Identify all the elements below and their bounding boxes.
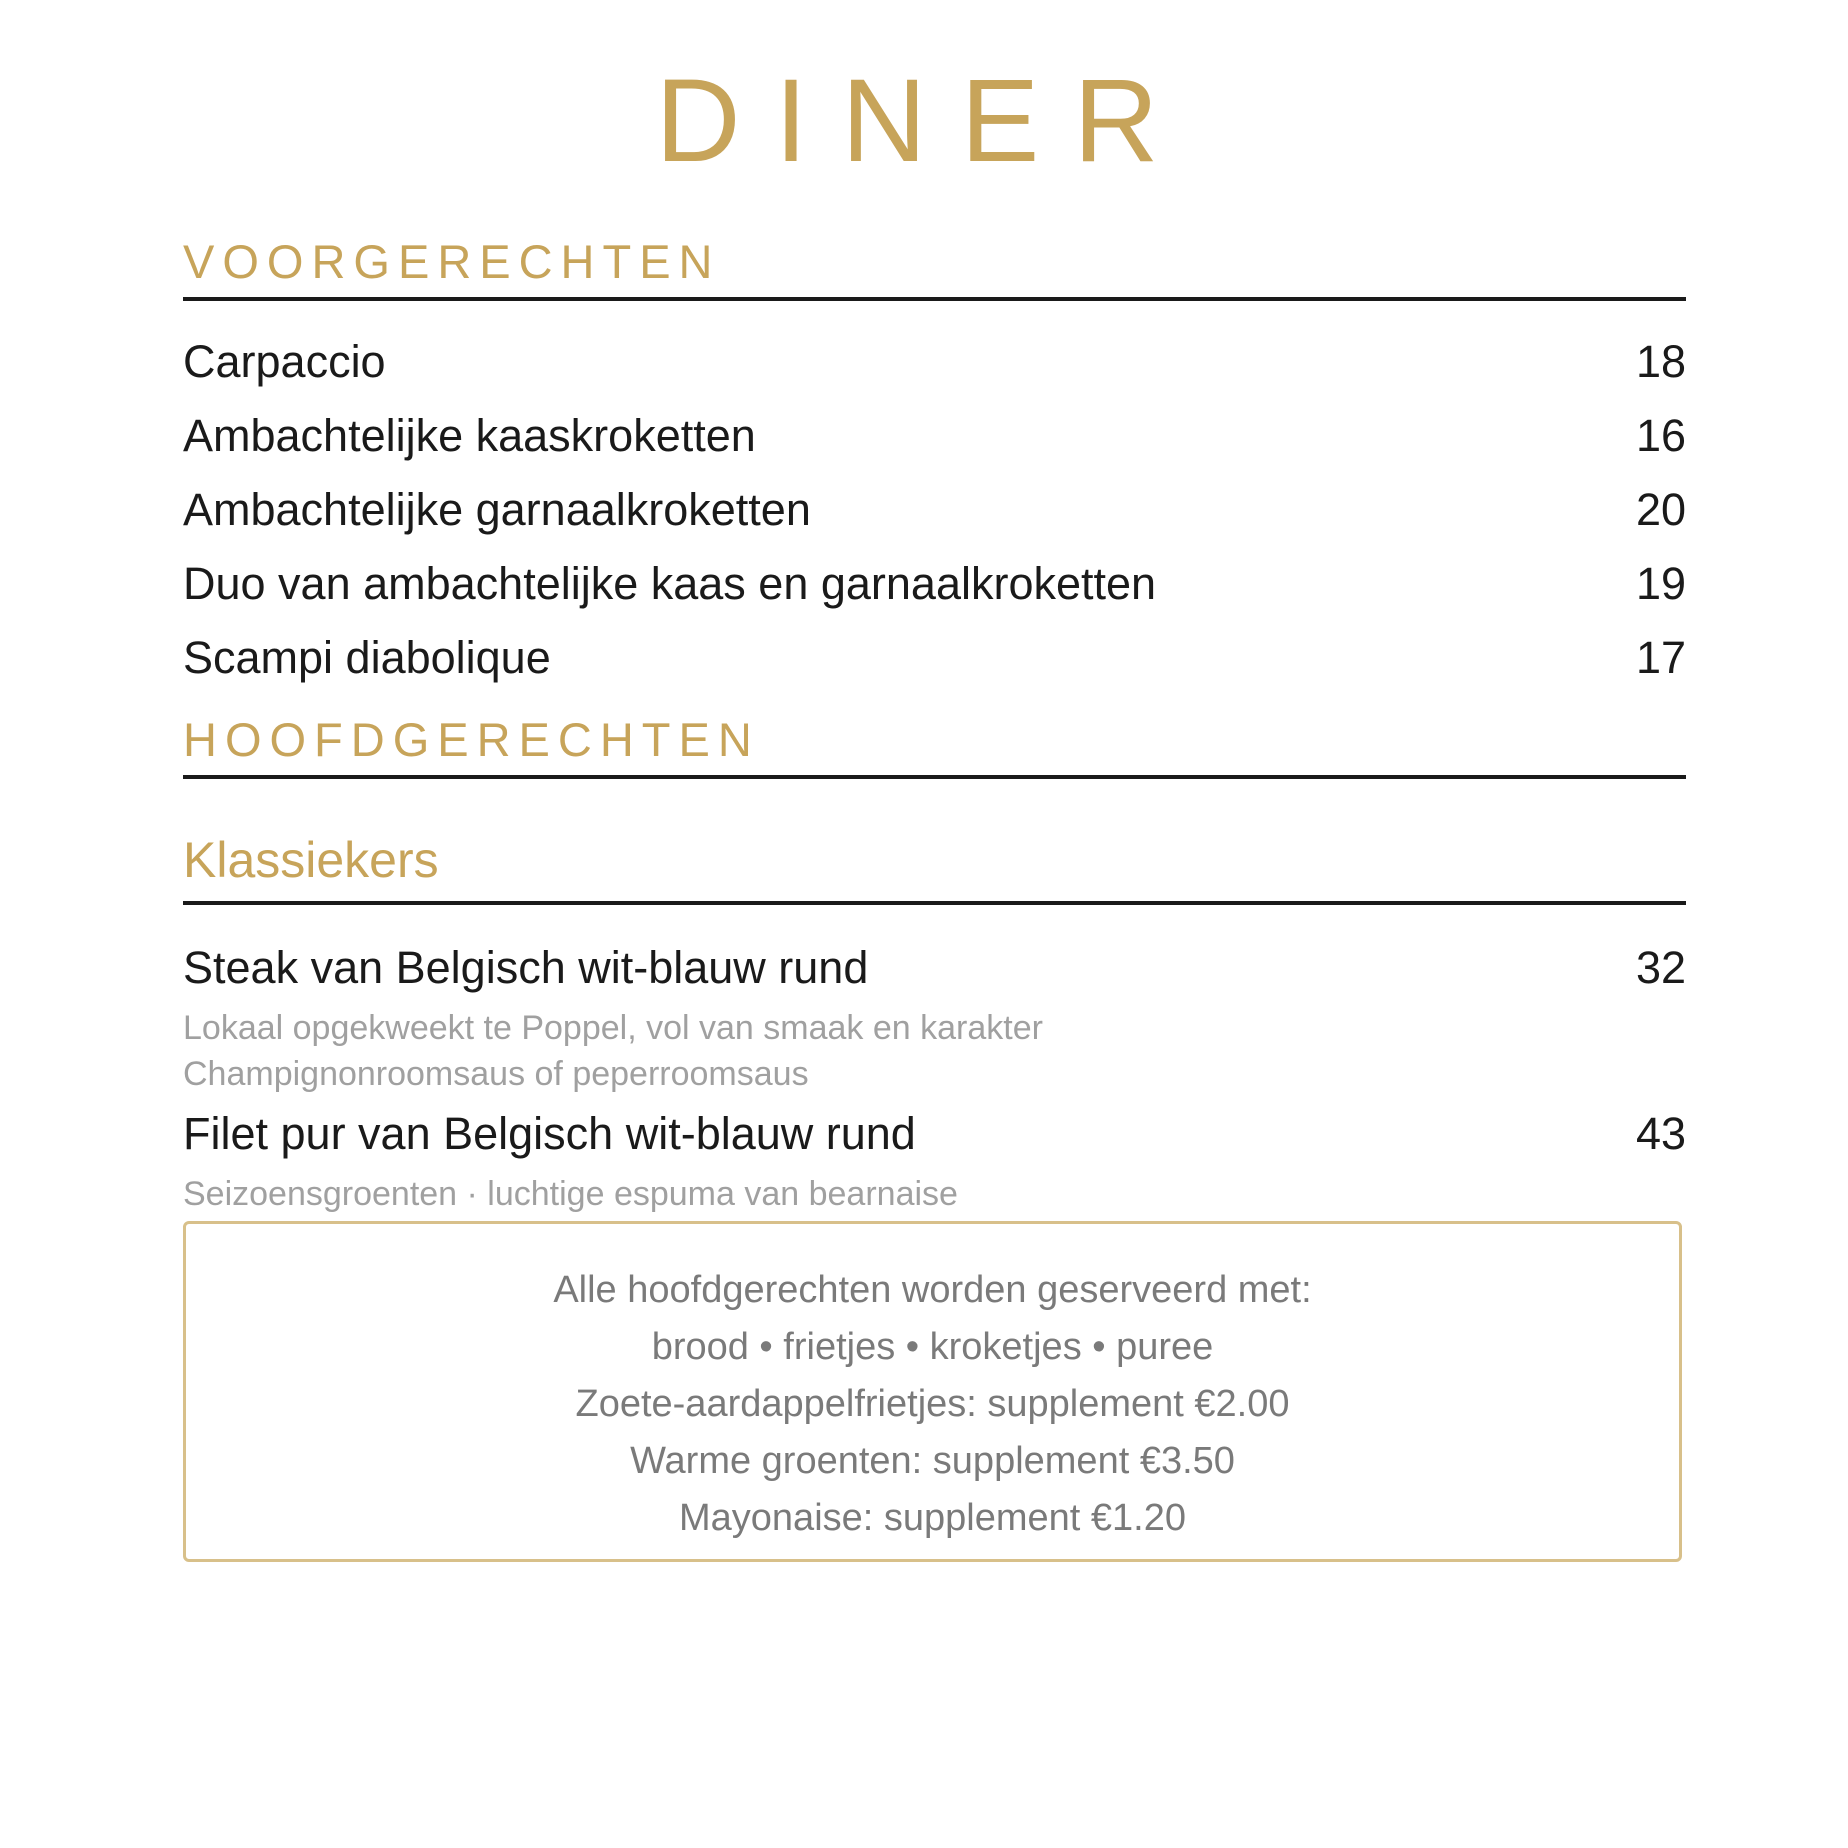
side-dishes-note-box [183, 1221, 1682, 1562]
subsection-heading-klassiekers: Klassiekers [183, 835, 1686, 905]
note-line: Zoete-aardappelfrietjes: supplement €2.00 [575, 1383, 1290, 1425]
menu-item-price: 17 [1635, 632, 1686, 683]
page-title: DINER [655, 55, 1193, 187]
menu-item-price: 18 [1635, 336, 1686, 387]
menu-item-description: Lokaal opgekweekt te Poppel, vol van smaak en karakter [183, 1009, 1043, 1047]
menu-item-price: 20 [1635, 484, 1686, 535]
menu-item-description: Seizoensgroenten · luchtige espuma van bearnaise [183, 1175, 958, 1213]
section-heading-hoofdgerechten: HOOFDGERECHTEN [183, 716, 1686, 779]
menu-item-price: 19 [1635, 558, 1686, 609]
menu-item-name: Ambachtelijke garnaalkroketten [183, 484, 811, 535]
menu-item [183, 1108, 1686, 1171]
menu-item-name: Scampi diabolique [183, 632, 551, 683]
menu-item [183, 410, 1686, 487]
menu-item [183, 942, 1686, 1005]
menu-item [183, 484, 1686, 561]
menu-item-name: Ambachtelijke kaaskroketten [183, 410, 756, 461]
menu-item-price: 16 [1635, 410, 1686, 461]
menu-item-name: Carpaccio [183, 336, 386, 387]
menu-item-name: Duo van ambachtelijke kaas en garnaalkroketten [183, 558, 1157, 609]
menu-item [183, 558, 1686, 635]
menu-item-name: Steak van Belgisch wit-blauw rund [183, 942, 869, 993]
menu-item [183, 632, 1686, 709]
menu-item-price: 43 [1635, 1108, 1686, 1159]
note-line: Alle hoofdgerechten worden geserveerd met: [553, 1269, 1312, 1311]
menu-item-name: Filet pur van Belgisch wit-blauw rund [183, 1108, 916, 1159]
note-line: Warme groenten: supplement €3.50 [630, 1440, 1235, 1482]
menu-item [183, 336, 1686, 413]
note-line: Mayonaise: supplement €1.20 [679, 1497, 1186, 1539]
menu-item-price: 32 [1635, 942, 1686, 993]
hoofdgerechten-section [183, 713, 1686, 1217]
menu-item-description: Champignonroomsaus of peperroomsaus [183, 1055, 809, 1093]
note-line: brood • frietjes • kroketjes • puree [651, 1326, 1214, 1368]
section-heading-voorgerechten: VOORGERECHTEN [183, 238, 1686, 301]
voorgerechten-section [183, 235, 1686, 709]
